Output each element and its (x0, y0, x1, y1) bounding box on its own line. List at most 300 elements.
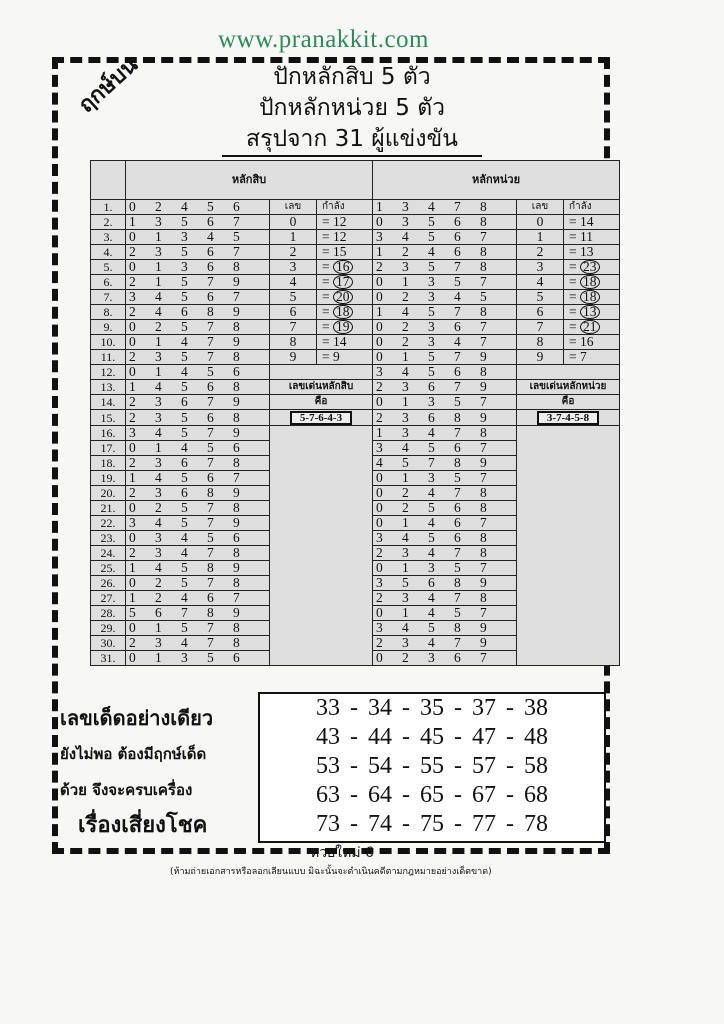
digit: 8 (480, 304, 487, 319)
power-value: 12 (333, 214, 347, 229)
digit: 5 (233, 229, 240, 244)
digit: 4 (428, 244, 435, 259)
digit: 3 (402, 635, 409, 650)
digit: 8 (480, 425, 487, 440)
digit: 1 (376, 304, 383, 319)
number-row: 73 - 74 - 75 - 77 - 78 (316, 811, 548, 837)
row-number: 23. (91, 531, 126, 546)
tens-power: = 19 (317, 320, 373, 335)
title-block (222, 62, 482, 157)
slogan-line: ยังไม่พอ ต้องมีฤกษ์เด็ด (60, 745, 207, 763)
digit: 4 (155, 470, 162, 485)
digit: 4 (181, 590, 188, 605)
digit: 3 (402, 214, 409, 229)
digit: 4 (155, 560, 162, 575)
tens-digits (126, 501, 270, 516)
units-digits (373, 576, 517, 591)
row-number: 12. (91, 365, 126, 380)
row-number: 7. (91, 290, 126, 305)
digit: 7 (454, 635, 461, 650)
digit: 5 (207, 650, 214, 665)
lucky-number: 48 (524, 724, 548, 750)
digit: 1 (155, 259, 162, 274)
tens-digits (126, 591, 270, 606)
corner-tag: ฤกษ์บน (74, 52, 143, 119)
lucky-number: 55 (420, 753, 444, 779)
digit: 1 (155, 650, 162, 665)
digit: 0 (376, 650, 383, 665)
digit: 4 (402, 304, 409, 319)
tens-digits (126, 380, 270, 395)
digit: 7 (480, 394, 487, 409)
lucky-number: 53 (316, 753, 340, 779)
units-digits (373, 621, 517, 636)
digit: 5 (181, 515, 188, 530)
digit: 4 (428, 515, 435, 530)
digit: 5 (181, 214, 188, 229)
digit: 5 (207, 364, 214, 379)
digit: 8 (207, 560, 214, 575)
digit: 9 (233, 515, 240, 530)
digit: 0 (376, 500, 383, 515)
table-row (91, 365, 620, 380)
lucky-number: 73 (316, 811, 340, 837)
digit: 8 (454, 575, 461, 590)
power-value: 7 (580, 349, 587, 364)
table-row (91, 395, 620, 410)
lucky-number: 45 (420, 724, 444, 750)
row-number: 14. (91, 395, 126, 410)
units-digits (373, 215, 517, 230)
units-digits (373, 456, 517, 471)
units-digits (373, 230, 517, 245)
lucky-number: 38 (524, 695, 548, 721)
lucky-number: 77 (472, 811, 496, 837)
digit: 6 (454, 319, 461, 334)
digit: 4 (376, 455, 383, 470)
digit: 9 (480, 635, 487, 650)
digit: 9 (233, 394, 240, 409)
digit: 2 (402, 289, 409, 304)
tens-digits (126, 245, 270, 260)
digit: 0 (376, 349, 383, 364)
tens-digits (126, 230, 270, 245)
digit: 6 (454, 440, 461, 455)
slogan-line: ด้วย จึงจะครบเครื่อง (60, 781, 193, 799)
row-number: 17. (91, 441, 126, 456)
digit: 2 (129, 394, 136, 409)
digit: 7 (207, 620, 214, 635)
tens-digit: 1 (270, 230, 317, 245)
digit: 3 (155, 455, 162, 470)
circled-power: 23 (580, 260, 600, 274)
digit: 6 (207, 379, 214, 394)
units-digits (373, 636, 517, 651)
digit: 6 (181, 455, 188, 470)
digit: 5 (480, 289, 487, 304)
digit: 5 (428, 214, 435, 229)
digit: 7 (454, 199, 461, 214)
digit: 2 (129, 274, 136, 289)
digit: 3 (376, 530, 383, 545)
digit: 0 (376, 470, 383, 485)
digit: 1 (402, 470, 409, 485)
row-number: 4. (91, 245, 126, 260)
row-number: 22. (91, 516, 126, 531)
digit: 3 (428, 394, 435, 409)
power-value: 9 (333, 349, 340, 364)
units-highlight-box: 3-7-4-5-8 (537, 411, 599, 425)
row-number: 29. (91, 621, 126, 636)
digit: 1 (129, 470, 136, 485)
circled-power: 16 (333, 260, 353, 274)
tens-digits (126, 606, 270, 621)
lucky-number: 78 (524, 811, 548, 837)
table-header-row (91, 161, 620, 200)
digit: 5 (181, 470, 188, 485)
digit: 5 (181, 500, 188, 515)
tens-power: = 15 (317, 245, 373, 260)
header-units: หลักหน่วย (373, 161, 620, 200)
digit: 4 (155, 425, 162, 440)
digit: 3 (428, 319, 435, 334)
digit: 5 (181, 319, 188, 334)
units-digit: 0 (517, 215, 564, 230)
units-power: = 18 (564, 290, 620, 305)
tens-digits (126, 320, 270, 335)
digit: 9 (480, 575, 487, 590)
units-power: = 11 (564, 230, 620, 245)
digit: 2 (129, 244, 136, 259)
digit: 4 (428, 635, 435, 650)
digit: 0 (376, 214, 383, 229)
power-value: 16 (580, 334, 594, 349)
tens-highlight-value (270, 410, 373, 426)
title-line: ปักหลักสิบ 5 ตัว (273, 64, 431, 90)
tens-digits (126, 395, 270, 410)
tens-digit: 0 (270, 215, 317, 230)
row-number: 26. (91, 576, 126, 591)
digit: 8 (233, 545, 240, 560)
power-value: 14 (333, 334, 347, 349)
digit: 8 (233, 620, 240, 635)
digit: 1 (402, 605, 409, 620)
units-digit: 6 (517, 305, 564, 320)
tens-power: = 14 (317, 335, 373, 350)
website-url: www.pranakkit.com (218, 26, 429, 53)
units-digit: 4 (517, 275, 564, 290)
tens-digit: 6 (270, 305, 317, 320)
digit: 5 (428, 530, 435, 545)
digit: 8 (480, 500, 487, 515)
digit: 0 (129, 530, 136, 545)
digit: 0 (376, 289, 383, 304)
digit: 3 (402, 425, 409, 440)
number-row: 43 - 44 - 45 - 47 - 48 (316, 724, 548, 750)
tens-highlight-is: คือ (270, 395, 373, 410)
digit: 7 (207, 319, 214, 334)
digit: 7 (233, 214, 240, 229)
tens-digit: 2 (270, 245, 317, 260)
row-number: 16. (91, 426, 126, 441)
circled-power: 18 (333, 305, 353, 319)
lucky-number: 68 (524, 782, 548, 808)
tens-digits (126, 531, 270, 546)
row-number: 24. (91, 546, 126, 561)
units-power: = 18 (564, 275, 620, 290)
digit: 6 (181, 485, 188, 500)
tens-digits (126, 305, 270, 320)
tens-highlight-label: เลขเด่นหลักสิบ (270, 380, 373, 395)
digit: 4 (207, 229, 214, 244)
digit: 7 (233, 470, 240, 485)
digit: 2 (129, 409, 136, 425)
tens-power: = 20 (317, 290, 373, 305)
digit: 1 (129, 214, 136, 229)
row-number: 5. (91, 260, 126, 275)
tens-digits (126, 410, 270, 426)
tens-highlight-box: 5-7-6-4-3 (290, 411, 352, 425)
tens-digit: 9 (270, 350, 317, 365)
lucky-number: 67 (472, 782, 496, 808)
units-power: = 14 (564, 215, 620, 230)
digit: 0 (376, 560, 383, 575)
tens-digits (126, 335, 270, 350)
digit: 5 (181, 575, 188, 590)
digit: 7 (207, 334, 214, 349)
digit: 5 (402, 575, 409, 590)
units-digits (373, 531, 517, 546)
digit: 3 (155, 409, 162, 425)
table-row (91, 200, 620, 215)
digit: 7 (480, 440, 487, 455)
digit: 8 (480, 530, 487, 545)
tens-digits (126, 275, 270, 290)
blank-cell (270, 365, 373, 380)
blank-cell (517, 365, 620, 380)
digit: 7 (480, 334, 487, 349)
digit: 2 (129, 545, 136, 560)
digit: 4 (428, 425, 435, 440)
lucky-number: 57 (472, 753, 496, 779)
digit: 8 (480, 485, 487, 500)
row-number: 10. (91, 335, 126, 350)
digit: 7 (233, 289, 240, 304)
lucky-number: 35 (420, 695, 444, 721)
digit: 6 (155, 605, 162, 620)
tens-digits (126, 561, 270, 576)
units-power: = 7 (564, 350, 620, 365)
digit: 5 (181, 289, 188, 304)
digit: 5 (181, 349, 188, 364)
digit: 8 (480, 199, 487, 214)
digit: 9 (480, 620, 487, 635)
tens-digits (126, 651, 270, 666)
lucky-number: 58 (524, 753, 548, 779)
digit: 9 (480, 409, 487, 425)
digit: 1 (129, 560, 136, 575)
row-number: 13. (91, 380, 126, 395)
digit: 7 (480, 605, 487, 620)
digit: 2 (155, 500, 162, 515)
tens-digits (126, 546, 270, 561)
digit: 9 (233, 605, 240, 620)
tens-power: = 9 (317, 350, 373, 365)
digit: 5 (428, 620, 435, 635)
tens-digits (126, 290, 270, 305)
circled-power: 19 (333, 320, 353, 334)
row-number: 21. (91, 501, 126, 516)
digit: 0 (376, 605, 383, 620)
digit: 7 (207, 545, 214, 560)
row-number: 25. (91, 561, 126, 576)
tens-digit: 5 (270, 290, 317, 305)
digit: 8 (233, 575, 240, 590)
circled-power: 18 (580, 275, 600, 289)
digit: 5 (207, 440, 214, 455)
digit: 2 (155, 590, 162, 605)
blank-area (270, 426, 373, 666)
digit: 7 (207, 349, 214, 364)
row-number: 6. (91, 275, 126, 290)
tens-digits (126, 621, 270, 636)
digit: 7 (454, 545, 461, 560)
number-row: 53 - 54 - 55 - 57 - 58 (316, 753, 548, 779)
digit: 4 (428, 590, 435, 605)
digit: 7 (480, 274, 487, 289)
tens-digits (126, 516, 270, 531)
row-number: 2. (91, 215, 126, 230)
lucky-number: 54 (368, 753, 392, 779)
digit-header: เลข (270, 200, 317, 215)
digit: 3 (155, 635, 162, 650)
title-line: ปักหลักหน่วย 5 ตัว (258, 95, 446, 121)
digit: 3 (428, 289, 435, 304)
row-number: 3. (91, 230, 126, 245)
table-row (91, 215, 620, 230)
digit: 6 (207, 244, 214, 259)
digit: 7 (207, 394, 214, 409)
digit: 2 (155, 199, 162, 214)
digit: 2 (376, 379, 383, 394)
digit: 7 (480, 470, 487, 485)
table-row (91, 426, 620, 441)
digit: 0 (129, 440, 136, 455)
lucky-number: 33 (316, 695, 340, 721)
digit: 3 (376, 575, 383, 590)
digit: 8 (480, 590, 487, 605)
digit: 4 (402, 620, 409, 635)
digit: 3 (129, 515, 136, 530)
digit: 8 (454, 620, 461, 635)
units-digits (373, 410, 517, 426)
row-number: 20. (91, 486, 126, 501)
digit: 1 (155, 364, 162, 379)
digit: 5 (428, 229, 435, 244)
lucky-number: 63 (316, 782, 340, 808)
digit: 3 (402, 409, 409, 425)
digit: 5 (428, 349, 435, 364)
digit: 8 (233, 455, 240, 470)
row-number: 1. (91, 200, 126, 215)
digit: 7 (454, 425, 461, 440)
digit: 1 (155, 620, 162, 635)
digit: 4 (155, 289, 162, 304)
digit: 6 (207, 214, 214, 229)
digit: 4 (181, 199, 188, 214)
units-digits (373, 426, 517, 441)
digit: 8 (480, 259, 487, 274)
digit: 5 (402, 455, 409, 470)
digit: 7 (480, 560, 487, 575)
digit: 4 (454, 334, 461, 349)
digit: 8 (480, 244, 487, 259)
digit: 6 (233, 364, 240, 379)
units-digits (373, 200, 517, 215)
digit: 1 (155, 274, 162, 289)
digit: 0 (129, 620, 136, 635)
digit: 4 (181, 635, 188, 650)
digit: 6 (428, 575, 435, 590)
power-value: 11 (580, 229, 593, 244)
digit: 2 (129, 635, 136, 650)
circled-power: 13 (580, 305, 600, 319)
digit: 1 (155, 229, 162, 244)
units-power: = 21 (564, 320, 620, 335)
digit: 8 (233, 259, 240, 274)
digit: 9 (480, 349, 487, 364)
digit: 8 (454, 455, 461, 470)
units-digits (373, 260, 517, 275)
tens-power: = 16 (317, 260, 373, 275)
digit: 6 (207, 470, 214, 485)
digit: 5 (181, 379, 188, 394)
digit: 8 (207, 605, 214, 620)
row-number: 30. (91, 636, 126, 651)
digit: 3 (155, 349, 162, 364)
tens-digit: 8 (270, 335, 317, 350)
digit: 3 (428, 650, 435, 665)
digit: 6 (454, 515, 461, 530)
digit: 8 (233, 349, 240, 364)
units-digits (373, 561, 517, 576)
digit: 3 (155, 244, 162, 259)
units-digits (373, 591, 517, 606)
disclaimer: (ห้ามถ่ายเอกสารหรือลอกเลียนแบบ มิฉะนั้นจะดำเนินคดีตามกฎหมายอย่างเด็ดขาด) (170, 867, 492, 877)
table-row (91, 350, 620, 365)
digit: 3 (376, 364, 383, 379)
power-value: 13 (580, 244, 594, 259)
table-row (91, 410, 620, 426)
digit: 1 (402, 560, 409, 575)
units-digits (373, 486, 517, 501)
digit: 7 (233, 590, 240, 605)
slogan-line: เลขเด็ดอย่างเดียว (60, 706, 214, 730)
digit: 3 (155, 214, 162, 229)
digit: 0 (376, 515, 383, 530)
digit: 8 (480, 364, 487, 379)
lucky-number: 74 (368, 811, 392, 837)
tens-digits (126, 441, 270, 456)
units-digits (373, 546, 517, 561)
row-number: 8. (91, 305, 126, 320)
digit: 3 (402, 259, 409, 274)
digit: 7 (454, 379, 461, 394)
digit: 2 (129, 485, 136, 500)
units-digits (373, 501, 517, 516)
units-digit: 7 (517, 320, 564, 335)
digit: 5 (454, 560, 461, 575)
